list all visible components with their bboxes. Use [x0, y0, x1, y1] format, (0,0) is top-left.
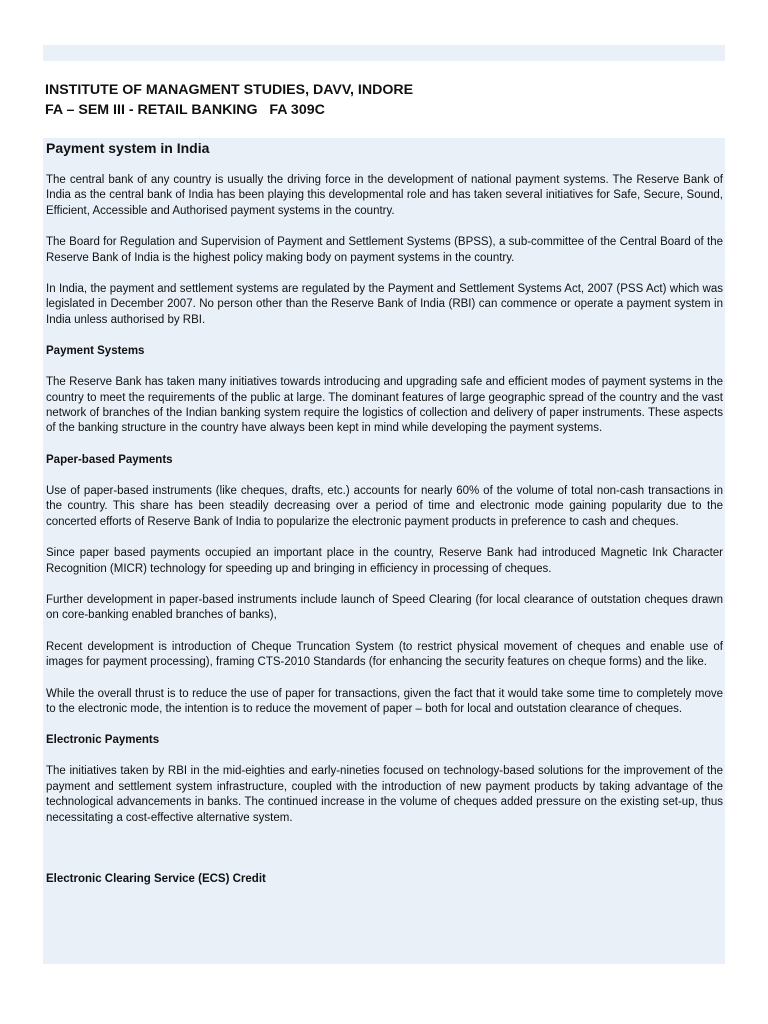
section-heading-electronic-payments: Electronic Payments: [46, 734, 160, 747]
section-heading-paper-based-payments: Paper-based Payments: [46, 453, 173, 466]
paragraph: The initiatives taken by RBI in the mid-eighties and early-nineties focused on technology-based solutions for the improvement of the payment and settlement system infrastructure, coupled with the introduction of new payment products by taking advantage of the technological advancements in banks. The continued increase in the volume of cheques added pressure on the existing set-up, thus necessitating a cost-effective alternative system.: [46, 765, 723, 824]
institute-title: INSTITUTE OF MANAGMENT STUDIES, DAVV, INDORE: [45, 82, 414, 98]
paragraph: Further development in paper-based instruments include launch of Speed Clearing (for local clearance of outstation cheques drawn on core-banking enabled branches of banks),: [46, 593, 723, 622]
paragraph: Recent development is introduction of Cheque Truncation System (to restrict physical movement of cheques and enable use of images for payment processing), framing CTS-2010 Standards (for enhancing the security features on cheque forms) and the like.: [46, 640, 723, 669]
spacer: [46, 842, 723, 872]
paragraph: Use of paper-based instruments (like cheques, drafts, etc.) accounts for nearly 60% of the volume of total non-cash transactions in the country. This share has been steadily decreasing over a period of time and electronic mode gaining popularity due to the concerted efforts of Reserve Bank of India to popularize the electronic payment products in preference to cash and cheques.: [46, 484, 723, 528]
section-heading-payment-systems: Payment Systems: [46, 345, 145, 358]
section-heading-ecs-credit: Electronic Clearing Service (ECS) Credit: [46, 872, 266, 885]
document-body: [43, 138, 725, 964]
page-title: Payment system in India: [46, 140, 210, 156]
paragraph: The Board for Regulation and Supervision of Payment and Settlement Systems (BPSS), a sub-committee of the Central Board of the Reserve Bank of India is the highest policy making body on payment systems in the country.: [46, 236, 723, 264]
paragraph: The Reserve Bank has taken many initiatives towards introducing and upgrading safe and efficient modes of payment systems in the country to meet the requirements of the public at large. The dominant features of large geographic spread of the country and the vast network of branches of the Indian banking system require the logistics of collection and delivery of paper instruments. These aspects of the banking structure in the country have always been kept in mind while developing the payment systems.: [46, 376, 723, 435]
paragraph: The central bank of any country is usually the driving force in the development of national payment systems. The Reserve Bank of India as the central bank of India has been playing this developmental role and has taken several initiatives for Safe, Secure, Sound, Efficient, Accessible and Authorised payment systems in the country.: [46, 174, 723, 217]
document-header: [45, 80, 725, 120]
paragraph: Since paper based payments occupied an important place in the country, Reserve Bank had introduced Magnetic Ink Character Recognition (MICR) technology for speeding up and bringing in efficiency in processing of cheques.: [46, 547, 723, 575]
top-band: [43, 45, 725, 61]
course-title: FA – SEM III - RETAIL BANKING FA 309C: [45, 102, 325, 118]
paragraph: In India, the payment and settlement systems are regulated by the Payment and Settlement Systems Act, 2007 (PSS Act) which was legislated in December 2007. No person other than the Reserve Bank of India (RBI) can commence or operate a payment system in India unless authorised by RBI.: [46, 283, 723, 326]
paragraph: While the overall thrust is to reduce the use of paper for transactions, given the fact that it would take some time to completely move to the electronic mode, the intention is to reduce the movement of paper – both for local and outstation clearance of cheques.: [46, 687, 723, 715]
